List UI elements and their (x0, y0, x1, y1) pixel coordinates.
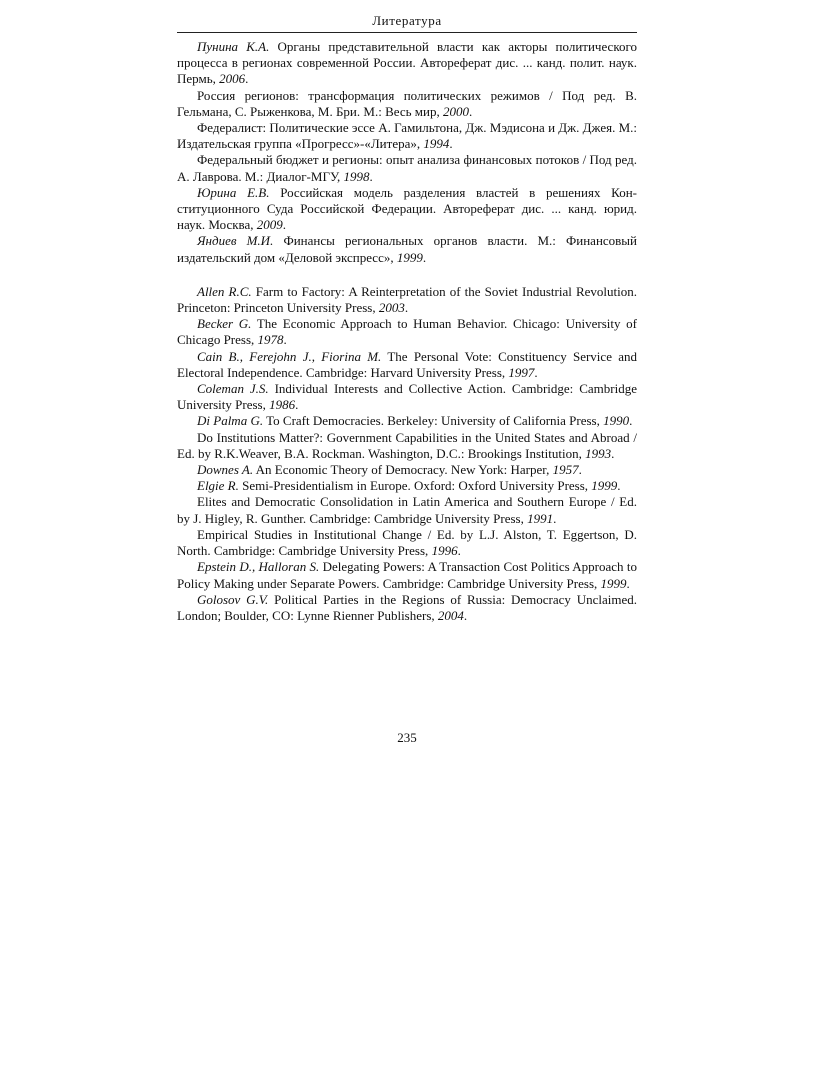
reference-text: Органы представительной власти как акторы политического процесса в регионах современной России. Автореферат дис. ... канд. полит. наук. Пермь, (177, 39, 637, 87)
reference-entry: Федеральный бюджет и регионы: опыт анализа финансовых потоков / Под ред. А. Лаврова. М.: Диалог-МГУ, 1998. (177, 152, 637, 184)
reference-author: Epstein D., Halloran S. (197, 559, 320, 575)
reference-text: The Personal Vote: Constituency Service and Electoral Independence. Cambridge: Harvard University Press, (177, 348, 637, 380)
reference-entry: Becker G. The Economic Approach to Human Behavior. Chicago: University of Chicago Press, 1978. (177, 316, 637, 348)
reference-year: 1999 (600, 575, 627, 591)
reference-author: Di Palma G. (197, 413, 264, 429)
reference-author: Becker G. (197, 316, 252, 332)
reference-author: Cain B., Ferejohn J., Fiorina M. (197, 348, 382, 364)
references-english (177, 284, 637, 624)
reference-entry: Empirical Studies in Institutional Change / Ed. by L.J. Alston, T. Eggertson, D. North. Cambridge: Cambridge University Press, 1996. (177, 526, 637, 559)
reference-entry: Do Institutions Matter?: Government Capabilities in the United States and Abroad / Ed. by R.K.Weaver, B.A. Rockman. Washington, D.C.: Brookings Institution, 1993. (177, 429, 637, 461)
reference-text: Финансы региональных органов власти. М.: Финансовый издательский дом «Деловой экспресс», (177, 233, 638, 265)
reference-text: To Craft Democracies. Berkeley: University of California Press, (263, 413, 604, 429)
reference-year: 1990 (603, 413, 630, 429)
reference-author: Downes A. (197, 462, 254, 478)
reference-entry: Golosov G.V. Political Parties in the Regions of Russia: Democracy Unclaimed. London; Boulder, CO: Lynne Rienner Publishers, 2004. (177, 591, 638, 623)
reference-text: Semi-Presidentialism in Europe. Oxford: Oxford University Press, (238, 478, 592, 494)
reference-year: 1997 (508, 364, 535, 380)
reference-text: Федералист: Политические эссе А. Гамильтона, Дж. Мэдисона и Дж. Джея. М.: Издательская группа «Прогресс»-«Литера», (177, 120, 637, 152)
reference-entry: Downes A. An Economic Theory of Democracy. New York: Harper, 1957. (197, 462, 582, 478)
reference-year: 1957 (552, 462, 579, 478)
reference-year: 1994 (423, 136, 450, 152)
reference-entry: Пунина К.А. Органы представительной власти как акторы политического процесса в регионах современной России. Автореферат дис. ... канд. полит. наук. Пермь, 2006. (177, 39, 637, 87)
reference-year: 1991 (527, 510, 554, 526)
reference-entry: Coleman J.S. Individual Interests and Collective Action. Cambridge: Cambridge University Press, 1986. (177, 381, 637, 413)
reference-year: 1993 (585, 445, 612, 461)
reference-text: Федеральный бюджет и регионы: опыт анализа финансовых потоков / Под ред. А. Лаврова. М.: Диалог-МГУ, (177, 152, 637, 184)
reference-author: Юрина Е.В. (197, 184, 270, 200)
reference-text: An Economic Theory of Democracy. New York: Harper, (253, 462, 553, 478)
reference-entry: Яндиев М.И. Финансы региональных органов власти. М.: Финансовый издательский дом «Деловой экспресс», 1999. (177, 233, 638, 265)
reference-text: Individual Interests and Collective Action. Cambridge: Cambridge University Press, (177, 381, 637, 413)
reference-text: Do Institutions Matter?: Government Capabilities in the United States and Abroad / Ed. by R.K.Weaver, B.A. Rockman. Washington, D.C.: Brookings Institution, (177, 429, 637, 461)
reference-entry: Elites and Democratic Consolidation in Latin America and Southern Europe / Ed. by J. Higley, R. Gunther. Cambridge: Cambridge University Press, 1991. (177, 494, 637, 526)
reference-author: Пунина К.А. (197, 39, 270, 54)
reference-text: Political Parties in the Regions of Russia: Democracy Unclaimed. London; Boulder, CO: Lynne Rienner Publishers, (177, 591, 638, 623)
reference-text: Россия регионов: трансформация политических режимов / Под ред. В. Гельмана, С. Рыженкова, М. Бри. М.: Весь мир, (177, 87, 637, 119)
reference-year: 1999 (591, 478, 618, 494)
reference-entry: Федералист: Политические эссе А. Гамильтона, Дж. Мэдисона и Дж. Джея. М.: Издательская группа «Прогресс»-«Литера», 1994. (177, 120, 637, 152)
reference-entry: Allen R.C. Farm to Factory: A Reinterpretation of the Soviet Industrial Revolution. Princeton: Princeton University Press, 2003. (177, 283, 637, 316)
reference-year: 1999 (396, 249, 423, 265)
header-rule (177, 32, 637, 33)
reference-entry: Epstein D., Halloran S. Delegating Powers: A Transaction Cost Politics Approach to Policy Making under Separate Powers. Cambridge: Cambridge University Press, 1999. (177, 559, 637, 591)
reference-entry: Di Palma G. To Craft Democracies. Berkeley: University of California Press, 1990. (197, 413, 633, 429)
section-gap (177, 266, 637, 284)
reference-entry: Россия регионов: трансформация политических режимов / Под ред. В. Гельмана, С. Рыженкова, М. Бри. М.: Весь мир, 2000. (177, 87, 637, 119)
references-russian (177, 39, 637, 266)
page-number: 235 (397, 730, 417, 745)
running-header: Литература (372, 13, 442, 28)
reference-entry: Elgie R. Semi-Presidentialism in Europe. Oxford: Oxford University Press, 1999. (197, 478, 621, 494)
book-page (177, 12, 638, 745)
reference-year: 2000 (442, 103, 469, 119)
reference-author: Яндиев М.И. (197, 233, 274, 249)
reference-year: 1986 (269, 397, 296, 413)
reference-entry: Cain B., Ferejohn J., Fiorina M. The Personal Vote: Constituency Service and Electoral Independence. Cambridge: Harvard University Press, 1997. (177, 348, 637, 380)
reference-text: Российская модель разделения властей в решениях Конституционного Суда Российской Федерации. Автореферат дис. ... канд. юрид. наук. Москва, (177, 184, 637, 233)
reference-year: 1978 (257, 332, 284, 348)
reference-author: Elgie R. (197, 478, 239, 494)
reference-year: 2006 (219, 71, 246, 87)
reference-year: 1996 (431, 543, 458, 559)
reference-author: Golosov G.V. (197, 591, 269, 607)
reference-year: 1998 (343, 168, 370, 184)
reference-text: Farm to Factory: A Reinterpretation of the Soviet Industrial Revolution. Princeton: Princeton University Press, (177, 283, 637, 316)
reference-year: 2003 (378, 300, 405, 316)
reference-text: Elites and Democratic Consolidation in Latin America and Southern Europe / Ed. by J. Higley, R. Gunther. Cambridge: Cambridge University Press, (177, 494, 637, 526)
reference-text: Delegating Powers: A Transaction Cost Politics Approach to Policy Making under Separate Powers. Cambridge: Cambridge University Press, (177, 559, 637, 591)
reference-author: Allen R.C. (197, 283, 252, 299)
reference-year: 2009 (256, 217, 283, 233)
reference-text: Empirical Studies in Institutional Change / Ed. by L.J. Alston, T. Eggertson, D. North. Cambridge: Cambridge University Press, (177, 526, 637, 559)
reference-text: The Economic Approach to Human Behavior. Chicago: University of Chicago Press, (177, 316, 637, 348)
reference-entry: Юрина Е.В. Российская модель разделения властей в решениях Конституционного Суда Российской Федерации. Автореферат дис. ... канд. юрид. наук. Москва, 2009. (177, 184, 637, 233)
reference-author: Coleman J.S. (197, 381, 269, 397)
reference-year: 2004 (437, 607, 464, 623)
